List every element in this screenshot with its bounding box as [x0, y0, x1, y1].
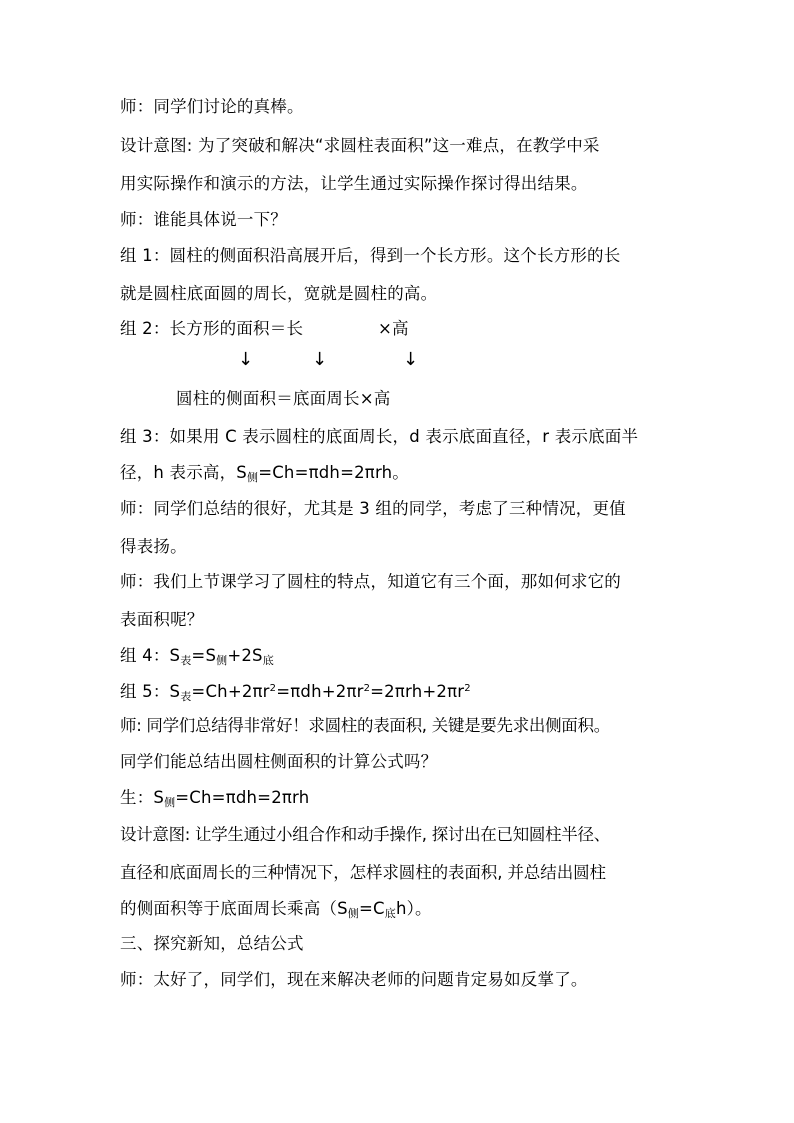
- subscript: 表: [180, 690, 192, 703]
- text-segment: =Ch+2πr: [191, 682, 270, 701]
- line-teacher-summary-cont: 得表扬。: [120, 537, 187, 556]
- text-segment: =πdh+2πr: [276, 682, 364, 701]
- line-teacher-key-point: 师: 同学们总结得非常好！求圆柱的表面积, 关键是要先求出侧面积。: [120, 716, 610, 735]
- line-student-answer: [120, 786, 309, 810]
- text-segment: =2πrh+2πr: [370, 682, 465, 701]
- line-design-intent-2-end: [120, 897, 432, 921]
- subscript: 表: [180, 654, 192, 667]
- text-segment: +2S: [227, 646, 263, 665]
- superscript: 2: [464, 683, 471, 694]
- line-group-1-cont: 就是圆柱底面圆的周长，宽就是圆柱的高。: [120, 284, 438, 303]
- down-arrow-icon: ↓: [312, 349, 328, 370]
- line-lateral-area-formula: 圆柱的侧面积＝底面周长×高: [176, 389, 391, 408]
- superscript: 2: [363, 683, 371, 694]
- subscript: 侧: [216, 654, 228, 667]
- line-group-2: [120, 317, 409, 341]
- line-group-3: 组 3：如果用 C 表示圆柱的底面周长，d 表示底面直径，r 表示底面半: [120, 427, 639, 446]
- text-segment: 径，h 表示高，S: [120, 463, 247, 482]
- text-segment: =S: [191, 646, 217, 665]
- subscript: 底: [384, 907, 396, 920]
- subscript: 底: [262, 654, 274, 667]
- line-design-intent-1-cont: 用实际操作和演示的方法，让学生通过实际操作探讨得出结果。: [120, 174, 588, 193]
- text-segment: 的侧面积等于底面周长乘高（S: [120, 899, 348, 918]
- line-teacher-closing: 师：太好了，同学们，现在来解决老师的问题肯定易如反掌了。: [120, 970, 588, 989]
- text-segment: =C: [358, 899, 385, 918]
- line-teacher-praise: 师：同学们讨论的真棒。: [120, 97, 304, 116]
- down-arrow-icon: ↓: [403, 349, 419, 370]
- line-teacher-question: 师：谁能具体说一下？: [120, 210, 287, 229]
- superscript: 2: [269, 683, 277, 694]
- line-group-1: 组 1：圆柱的侧面积沿高展开后，得到一个长方形。这个长方形的长: [120, 246, 621, 265]
- subscript: 侧: [246, 471, 259, 484]
- text-segment: =Ch=πdh=2πrh。: [258, 463, 409, 482]
- group-2-rect-area: 组 2：长方形的面积＝长: [120, 319, 304, 338]
- text-segment: =Ch=πdh=2πrh: [175, 788, 310, 807]
- text-segment: 组 5：S: [120, 682, 181, 701]
- section-heading-explore: 三、探究新知，总结公式: [120, 934, 304, 953]
- line-teacher-summary: 师：同学们总结的很好，尤其是 3 组的同学，考虑了三种情况，更值: [120, 499, 626, 518]
- down-arrow-icon: ↓: [238, 349, 254, 370]
- line-design-intent-2-cont: 直径和底面周长的三种情况下，怎样求圆柱的表面积, 并总结出圆柱: [120, 863, 606, 882]
- subscript: 侧: [347, 907, 359, 920]
- line-design-intent-2: 设计意图: 让学生通过小组合作和动手操作, 探讨出在已知圆柱半径、: [120, 825, 610, 844]
- text-segment: 生：S: [120, 788, 165, 807]
- line-teacher-surface-question-cont: 表面积呢？: [120, 610, 204, 629]
- line-group-4: [120, 644, 274, 668]
- line-design-intent-1: 设计意图: 为了突破和解决“求圆柱表面积”这一难点，在教学中采: [120, 136, 600, 155]
- line-group-3-cont: [120, 461, 409, 485]
- line-teacher-key-point-cont: 同学们能总结出圆柱侧面积的计算公式吗？: [120, 752, 438, 771]
- group-2-times-height: ×高: [378, 319, 409, 338]
- line-teacher-surface-question: 师：我们上节课学习了圆柱的特点，知道它有三个面，那如何求它的: [120, 572, 621, 591]
- text-segment: 组 4：S: [120, 646, 181, 665]
- subscript: 侧: [164, 796, 176, 809]
- text-segment: h）。: [395, 899, 432, 918]
- line-group-5: [120, 680, 471, 704]
